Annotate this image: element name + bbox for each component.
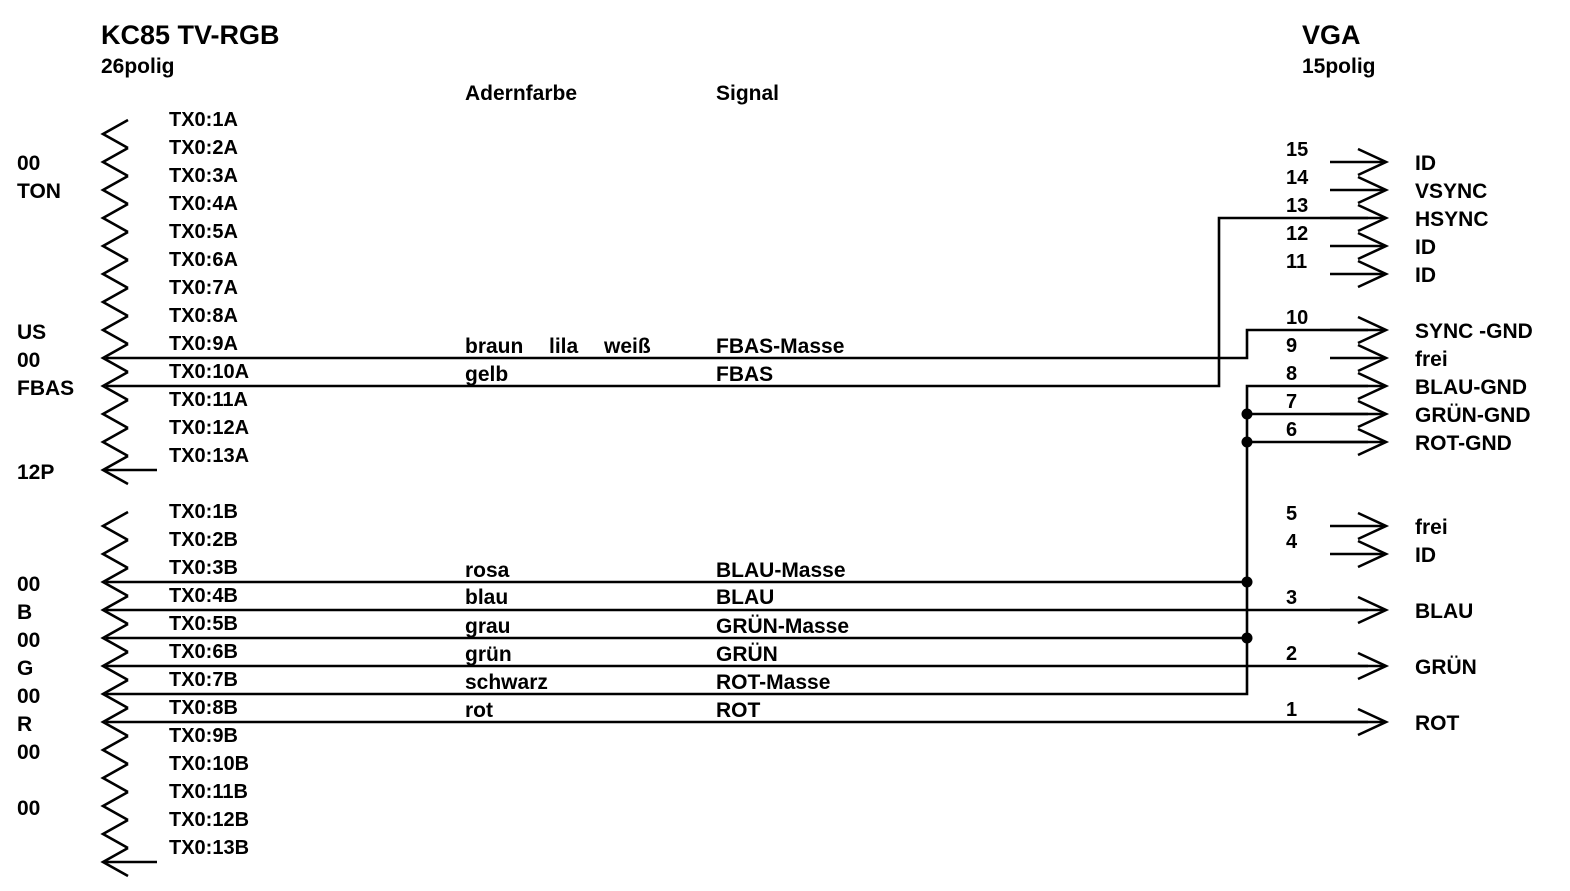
- left-pin-label: TX0:12B: [169, 809, 250, 831]
- vga-pin-number: 4: [1286, 531, 1298, 553]
- left-pin-label: TX0:11B: [169, 781, 248, 803]
- wire-color-label: blau: [465, 586, 509, 609]
- wire-signal-label: GRÜN-Masse: [716, 615, 850, 638]
- wire-signal-label: BLAU-Masse: [716, 559, 846, 582]
- left-pin-label: TX0:11A: [169, 389, 248, 411]
- left-pin-symbol: [103, 540, 128, 568]
- wire-color-label: lila: [549, 335, 579, 358]
- vga-pin-label: BLAU-GND: [1415, 376, 1527, 399]
- left-pin-symbol: [103, 400, 128, 428]
- left-pin-label: TX0:6B: [169, 641, 238, 663]
- left-pin-symbol: [103, 232, 128, 260]
- vga-pin-label: frei: [1415, 516, 1448, 539]
- left-pin-label: TX0:9B: [169, 725, 238, 747]
- wire-signal-label: BLAU: [716, 586, 775, 609]
- left-pin-label: TX0:10A: [169, 361, 250, 383]
- wire-color-label: grün: [465, 643, 512, 666]
- vga-pin-label: BLAU: [1415, 600, 1474, 623]
- left-pin-symbol: [103, 764, 128, 792]
- wire-color-label: gelb: [465, 363, 509, 386]
- column-header-signal: Signal: [716, 82, 780, 105]
- vga-pin-label: GRÜN-GND: [1415, 404, 1531, 427]
- vga-pin-number: 10: [1286, 307, 1309, 329]
- wire-fbas: [106, 218, 1368, 386]
- left-pin-label: TX0:2A: [169, 137, 238, 159]
- wire-color-label: rosa: [465, 559, 510, 582]
- left-pin-label: TX0:5A: [169, 221, 238, 243]
- side-label: FBAS: [17, 377, 75, 400]
- vga-pin-number: 6: [1286, 419, 1298, 441]
- left-pin-label: TX0:8B: [169, 697, 238, 719]
- side-label: 12P: [17, 461, 55, 484]
- left-pin-label: TX0:3B: [169, 557, 238, 579]
- vga-pin-number: 8: [1286, 363, 1298, 385]
- vga-pin-number: 2: [1286, 643, 1298, 665]
- vga-pin-label: SYNC -GND: [1415, 320, 1533, 343]
- left-pin-label: TX0:10B: [169, 753, 250, 775]
- vga-connector-pins: [1286, 139, 1533, 735]
- left-pin-label: TX0:3A: [169, 165, 238, 187]
- vga-pin-label: frei: [1415, 348, 1448, 371]
- left-pin-symbol: [103, 288, 128, 316]
- left-pin-label: TX0:9A: [169, 333, 238, 355]
- vga-pin-number: 11: [1286, 251, 1308, 273]
- vga-pin-label: VSYNC: [1415, 180, 1488, 203]
- vga-pin-label: ID: [1415, 264, 1436, 287]
- left-pin-symbol: [103, 820, 128, 848]
- vga-pin-label: ID: [1415, 152, 1436, 175]
- vga-pin-label: ID: [1415, 544, 1436, 567]
- wire-color-label: braun: [465, 335, 524, 358]
- side-label: 00: [17, 629, 41, 652]
- wire-signal-label: FBAS: [716, 363, 774, 386]
- vga-pin-number: 5: [1286, 503, 1298, 525]
- vga-pin-number: 13: [1286, 195, 1309, 217]
- left-pin-symbol: [103, 316, 128, 344]
- wire-signal-label: ROT: [716, 699, 761, 722]
- side-label: 00: [17, 573, 41, 596]
- vga-pin-label: ROT-GND: [1415, 432, 1512, 455]
- side-label: B: [17, 601, 33, 624]
- vga-pin-label: ROT: [1415, 712, 1460, 735]
- left-pin-label: TX0:4B: [169, 585, 238, 607]
- left-pin-label: TX0:12A: [169, 417, 250, 439]
- vga-pin-number: 15: [1286, 139, 1309, 161]
- side-label: 00: [17, 741, 41, 764]
- left-pin-symbol: [103, 512, 128, 540]
- left-pin-symbol: [103, 428, 128, 456]
- left-pin-symbol: [103, 176, 128, 204]
- vga-pin-number: 12: [1286, 223, 1309, 245]
- junction-dot: [1242, 633, 1253, 644]
- left-pin-label: TX0:13A: [169, 445, 250, 467]
- side-label: US: [17, 321, 47, 344]
- left-pin-label: TX0:7A: [169, 277, 238, 299]
- left-pin-symbol: [103, 260, 128, 288]
- left-pin-label: TX0:6A: [169, 249, 238, 271]
- left-pin-label: TX0:13B: [169, 837, 250, 859]
- left-pin-label: TX0:4A: [169, 193, 238, 215]
- wire-color-label: grau: [465, 615, 511, 638]
- side-label: TON: [17, 180, 61, 203]
- left-connector-subtitle: 26polig: [101, 55, 175, 78]
- side-label: 00: [17, 685, 41, 708]
- left-connector-title: KC85 TV-RGB: [101, 20, 280, 50]
- vga-pin-number: 9: [1286, 335, 1298, 357]
- left-pin-label: TX0:2B: [169, 529, 238, 551]
- left-pin-symbol: [103, 204, 128, 232]
- right-connector-title: VGA: [1302, 20, 1361, 50]
- side-label: G: [17, 657, 34, 680]
- vga-pin-number: 14: [1286, 167, 1309, 189]
- wire-signal-label: GRÜN: [716, 643, 778, 666]
- wire-signal-label: ROT-Masse: [716, 671, 831, 694]
- side-label: 00: [17, 152, 41, 175]
- vga-pin-number: 7: [1286, 391, 1298, 413]
- left-connector-pins: [103, 109, 249, 876]
- wire-color-label: weiß: [604, 335, 651, 358]
- left-pin-label: TX0:7B: [169, 669, 238, 691]
- wire-color-label: schwarz: [465, 671, 548, 694]
- column-header-wire-color: Adernfarbe: [465, 82, 578, 105]
- junction-dot: [1242, 409, 1253, 420]
- side-label: 00: [17, 797, 41, 820]
- side-label: R: [17, 713, 33, 736]
- left-pin-symbol: [103, 148, 128, 176]
- junction-dot: [1242, 437, 1253, 448]
- left-pin-label: TX0:1B: [169, 501, 238, 523]
- vga-pin-label: ID: [1415, 236, 1436, 259]
- right-connector-subtitle: 15polig: [1302, 55, 1376, 78]
- vga-pin-number: 3: [1286, 587, 1298, 609]
- left-pin-label: TX0:8A: [169, 305, 238, 327]
- vga-pin-label: GRÜN: [1415, 656, 1477, 679]
- wire-color-label: rot: [465, 699, 493, 722]
- left-pin-label: TX0:5B: [169, 613, 238, 635]
- side-label: 00: [17, 349, 41, 372]
- left-pin-symbol: [103, 792, 128, 820]
- wire-signal-label: FBAS-Masse: [716, 335, 845, 358]
- vga-pin-number: 1: [1286, 699, 1298, 721]
- junction-dot: [1242, 577, 1253, 588]
- left-pin-symbol: [103, 120, 128, 148]
- vga-pin-label: HSYNC: [1415, 208, 1489, 231]
- left-pin-symbol: [103, 736, 128, 764]
- left-pin-label: TX0:1A: [169, 109, 238, 131]
